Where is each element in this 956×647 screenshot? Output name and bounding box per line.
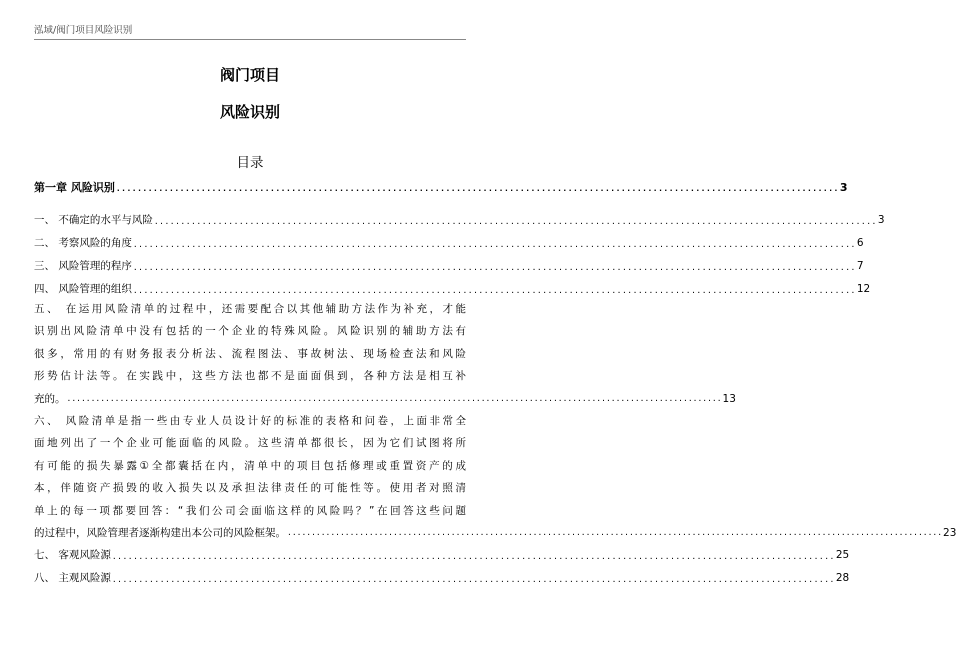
toc-entry-page: 23 — [943, 526, 956, 539]
toc-item-4[interactable] — [34, 283, 871, 296]
toc-leader: ........................................................................................................................................ — [111, 575, 835, 584]
toc-entry-label: 第一章 风险识别 — [34, 181, 115, 194]
toc-leader: ........................................................................................................................................ — [115, 184, 839, 193]
toc-entry-page: 13 — [722, 392, 736, 405]
toc-text-line: 本，伴随资产损毁的收入损失以及承担法律责任的可能性等。使用者对照清 — [34, 482, 466, 495]
toc-text-line: 很多，常用的有财务报表分析法、流程图法、事故树法、现场检查法和风险 — [34, 347, 466, 360]
toc-entry-page: 7 — [856, 260, 864, 272]
toc-text-line: 的过程中，风险管理者逐渐构建出本公司的风险框架。 — [34, 526, 286, 539]
running-header: 泓域/阀门项目风险识别 — [34, 25, 133, 36]
toc-leader: ........................................................................................................................................ — [132, 240, 856, 249]
toc-text-line: 五、 在运用风险清单的过程中，还需要配合以其他辅助方法作为补充，才能 — [34, 302, 466, 315]
toc-entry-page: 6 — [856, 237, 864, 249]
toc-item-5[interactable] — [34, 298, 736, 410]
toc-text-line: 六、 风险清单是指一些由专业人员设计好的标准的表格和问卷，上面非常全 — [34, 414, 466, 427]
toc-entry-page: 12 — [856, 283, 871, 295]
toc-entry-page: 25 — [835, 549, 850, 561]
toc-entry-page: 3 — [839, 181, 848, 194]
toc-item-7[interactable] — [34, 549, 850, 562]
document-subtitle: 风险识别 — [219, 103, 280, 121]
header-rule — [34, 39, 466, 40]
toc-item-6[interactable] — [34, 410, 956, 544]
toc-entry-label: 四、 风险管理的组织 — [34, 283, 132, 295]
toc-item-8[interactable] — [34, 572, 850, 585]
toc-leader: ........................................................................................................................................ — [287, 527, 943, 537]
toc-text-line: 识别出风险清单中没有包括的一个企业的特殊风险。风险识别的辅助方法有 — [34, 325, 466, 338]
toc-entry-page: 28 — [835, 572, 850, 584]
toc-entry-page: 3 — [877, 214, 885, 226]
toc-text-line: 单上的每一项都要回答：“我们公司会面临这样的风险吗？”在回答这些问题 — [34, 504, 466, 517]
toc-entry-label: 八、 主观风险源 — [34, 572, 111, 584]
toc-leader: ........................................................................................................................................ — [153, 217, 877, 226]
toc-text-line: 面地列出了一个企业可能面临的风险。这些清单都很长，因为它们试图将所 — [34, 437, 466, 450]
toc-text-line: 充的。 — [34, 392, 66, 405]
toc-entry-label: 二、 考察风险的角度 — [34, 237, 132, 249]
toc-chapter-1[interactable] — [34, 181, 848, 194]
toc-item-1[interactable] — [34, 214, 885, 227]
toc-leader: ........................................................................................................................................ — [111, 552, 835, 561]
toc-entry-label: 一、 不确定的水平与风险 — [34, 214, 153, 226]
document-title: 阀门项目 — [219, 66, 280, 84]
toc-leader: ........................................................................................................................................ — [132, 263, 856, 272]
toc-item-3[interactable] — [34, 260, 864, 273]
toc-text-line: 形势估计法等。在实践中，这些方法也都不是面面俱到，各种方法是相互补 — [34, 370, 466, 383]
toc-entry-label: 三、 风险管理的程序 — [34, 260, 132, 272]
toc-leader: ........................................................................................................................................ — [132, 286, 856, 295]
toc-leader: ........................................................................................................................................ — [66, 393, 722, 403]
toc-item-2[interactable] — [34, 237, 864, 250]
toc-entry-label: 七、 客观风险源 — [34, 549, 111, 561]
toc-text-line: 有可能的损失暴露①全都囊括在内，清单中的项目包括修理或重置资产的成 — [34, 459, 466, 472]
toc-heading: 目录 — [236, 155, 264, 171]
